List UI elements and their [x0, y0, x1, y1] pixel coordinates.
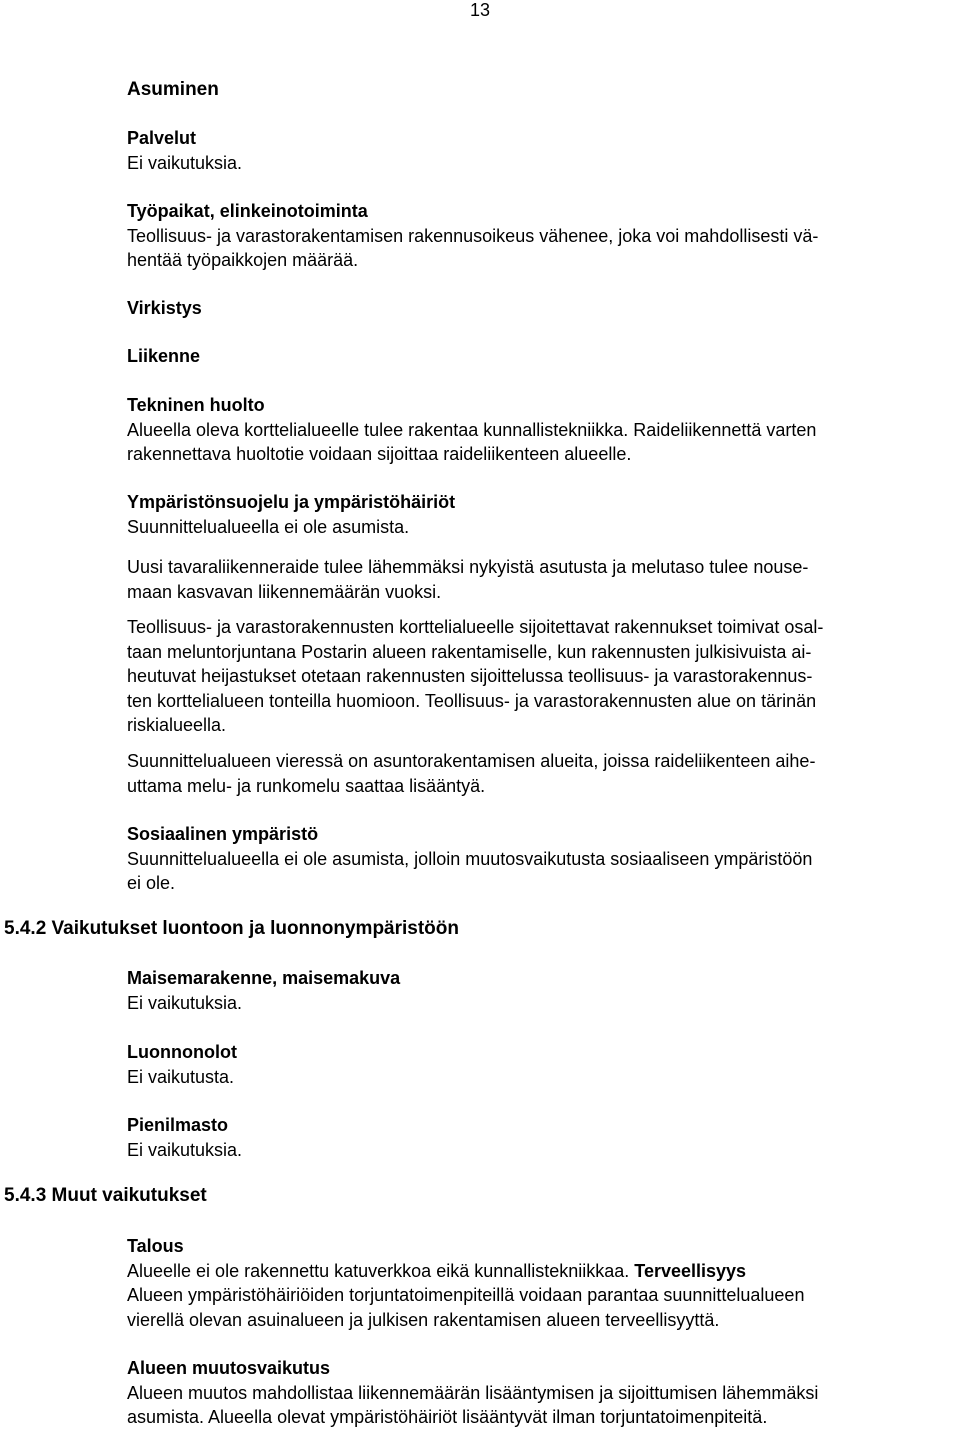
- text-ymparisto-p2-line2: maan kasvavan liikennemäärän vuoksi.: [127, 581, 442, 602]
- block-tekninen-huolto: [127, 393, 953, 467]
- text-ymparisto-1: Suunnittelualueella ei ole asumista.: [127, 516, 410, 537]
- text-talous-line3: vierellä olevan asuinalueen ja julkisen rakentamisen alueen terveellisyyttä.: [127, 1309, 720, 1330]
- text-ymparisto-p2-line1: Uusi tavaraliikenneraide tulee lähemmäksi nykyistä asutusta ja melutaso tulee nouse-: [127, 557, 809, 577]
- text-ymparisto-p3-line2: taan meluntorjuntana Postarin alueen rakentamiselle, kun rakennusten julkisivuista ai-: [127, 641, 812, 662]
- text-tyopaikat-line1: Teollisuus- ja varastorakentamisen rakennusoikeus vähenee, joka voi mahdollisesti vä-: [127, 225, 819, 246]
- heading-tekninen-huolto: Tekninen huolto: [127, 395, 265, 415]
- block-ymparisto-p4: [127, 749, 953, 798]
- text-sosiaalinen-line1: Suunnittelualueella ei ole asumista, jolloin muutosvaikutusta sosiaaliseen ympäristöön: [127, 848, 813, 869]
- heading-palvelut: Palvelut: [127, 128, 197, 148]
- block-sosiaalinen: [127, 822, 953, 896]
- text-ymparisto-p3-line1: Teollisuus- ja varastorakennusten korttelialueelle sijoitettavat rakennukset toimivat osal-: [127, 617, 824, 637]
- block-talous: [127, 1234, 953, 1332]
- block-muutosvaikutus: [127, 1356, 953, 1430]
- text-ymparisto-p4-line1: Suunnittelualueen vieressä on asuntorakentamisen alueita, joissa raideliikenteen aihe-: [127, 751, 816, 771]
- text-ymparisto-p3-line4: ten korttelialueen tonteilla huomioon. Teollisuus- ja varastorakennusten alue on tärinän: [127, 690, 817, 711]
- text-pienilmasto: Ei vaikutuksia.: [127, 1139, 243, 1160]
- text-luonnonolot: Ei vaikutusta.: [127, 1066, 235, 1087]
- block-tyopaikat: [127, 199, 953, 273]
- text-palvelut: Ei vaikutuksia.: [127, 152, 243, 173]
- heading-talous: Talous: [127, 1236, 184, 1256]
- block-luonnonolot: [127, 1040, 953, 1089]
- heading-asuminen: Asuminen: [127, 79, 219, 100]
- page-number: 13: [469, 0, 491, 20]
- section-asuminen: [127, 77, 953, 103]
- block-pienilmasto: [127, 1113, 953, 1162]
- block-liikenne: [127, 344, 953, 369]
- text-muutos-line2: asumista. Alueella olevat ympäristöhäiriöt lisääntyvät ilman torjuntatoimenpiteitä.: [127, 1407, 768, 1427]
- heading-5-4-3: 5.4.3 Muut vaikutukset: [4, 1185, 207, 1206]
- heading-5-4-2: 5.4.2 Vaikutukset luontoon ja luonnonympäristöön: [4, 918, 459, 939]
- block-ymparisto-p2: [127, 555, 953, 604]
- text-tekninen-line2: rakennettava huoltotie voidaan sijoittaa raideliikenteen alueelle.: [127, 444, 632, 464]
- heading-ymparistonsuojelu: Ympäristönsuojelu ja ympäristöhäiriöt: [127, 492, 456, 512]
- heading-sosiaalinen: Sosiaalinen ympäristö: [127, 824, 319, 844]
- heading-tyopaikat: Työpaikat, elinkeinotoiminta: [127, 201, 368, 221]
- block-ymparistonsuojelu: [127, 490, 953, 539]
- heading-muutosvaikutus: Alueen muutosvaikutus: [127, 1358, 331, 1378]
- text-ymparisto-p3-line5: riskialueella.: [127, 715, 227, 735]
- heading-luonnonolot: Luonnonolot: [127, 1042, 237, 1062]
- text-talous-line2: Alueen ympäristöhäiriöiden torjuntatoimenpiteillä voidaan parantaa suunnittelualueen: [127, 1285, 805, 1305]
- text-talous-line1-body: Alueelle ei ole rakennettu katuverkkoa eikä kunnallistekniikkaa.: [127, 1260, 635, 1281]
- block-ymparisto-p3: [127, 615, 953, 738]
- heading-maisema: Maisemarakenne, maisemakuva: [127, 968, 401, 988]
- block-maisema: [127, 966, 953, 1015]
- text-ymparisto-p4-line2: uttama melu- ja runkomelu saattaa lisääntyä.: [127, 775, 486, 796]
- text-sosiaalinen-line2: ei ole.: [127, 873, 176, 893]
- heading-pienilmasto: Pienilmasto: [127, 1115, 229, 1135]
- text-muutos-line1: Alueen muutos mahdollistaa liikennemäärän lisääntymisen ja sijoittumisen lähemmäksi: [127, 1382, 819, 1403]
- text-maisema: Ei vaikutuksia.: [127, 992, 243, 1013]
- block-palvelut: [127, 126, 953, 175]
- text-tekninen-line1: Alueella oleva korttelialueelle tulee rakentaa kunnallistekniikka. Raideliikennettä varten: [127, 419, 817, 440]
- heading-liikenne: Liikenne: [127, 346, 201, 366]
- text-tyopaikat-line2: hentää työpaikkojen määrää.: [127, 250, 359, 270]
- text-talous-line1: [127, 1259, 953, 1284]
- heading-virkistys: Virkistys: [127, 298, 202, 318]
- heading-terveellisyys: Terveellisyys: [634, 1260, 747, 1281]
- text-ymparisto-p3-line3: heutuvat heijastukset otetaan rakennusten sijoittelussa teollisuus- ja varastorakennus-: [127, 666, 813, 686]
- block-virkistys: [127, 296, 953, 321]
